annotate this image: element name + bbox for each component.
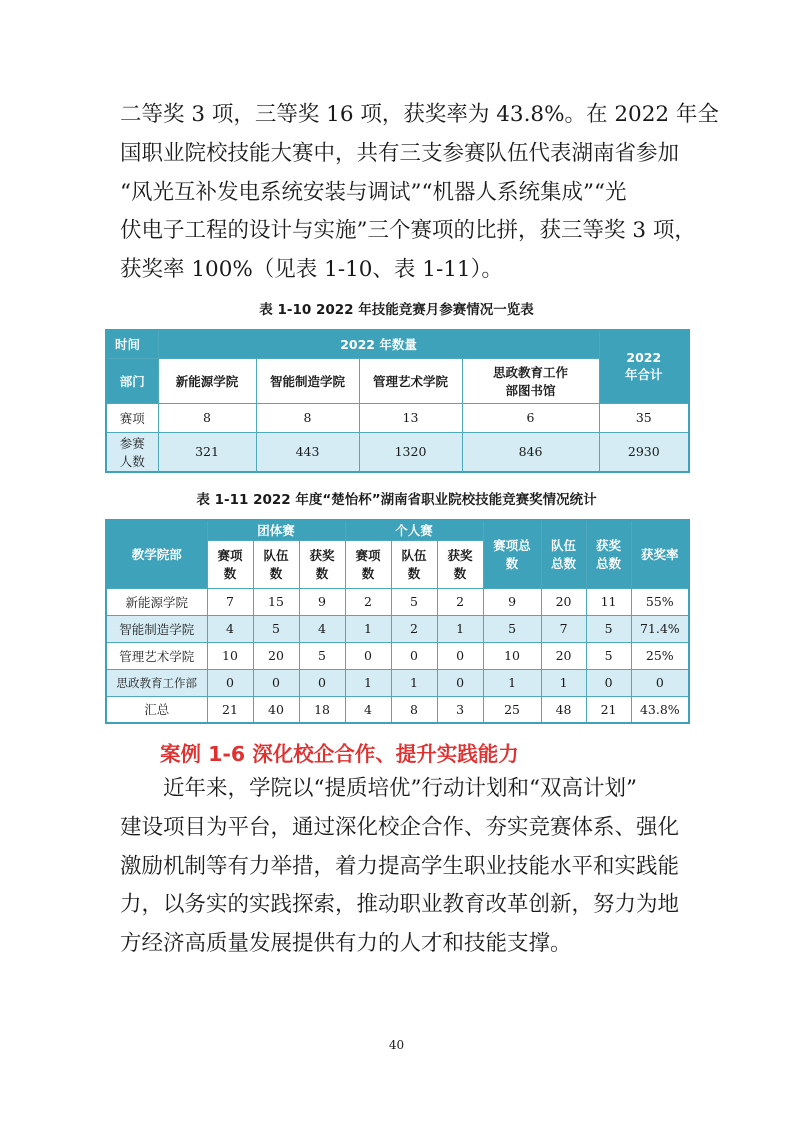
table2-cell: 1: [391, 669, 437, 696]
intro-line: “风光互补发电系统安装与调试”“机器人系统集成”“光: [120, 179, 627, 205]
table2: [105, 519, 690, 724]
table2-cell: 10: [207, 642, 253, 669]
table2-cell: 9: [483, 588, 541, 615]
table2-cell: 0: [253, 669, 299, 696]
table2-cell: 20: [541, 588, 586, 615]
table2-cell: 5: [483, 615, 541, 642]
table2-cell: 4: [207, 615, 253, 642]
table1-cell: 443: [256, 432, 359, 472]
table2-subheader: 获奖数: [299, 540, 345, 588]
table1-header-dept: 部门: [106, 358, 158, 403]
table2-cell: 25%: [631, 642, 689, 669]
table2-cell: 0: [586, 669, 631, 696]
table2-cell: 2: [437, 588, 483, 615]
table2-cell: 4: [299, 615, 345, 642]
table2-cell: 71.4%: [631, 615, 689, 642]
table2-cell: 0: [299, 669, 345, 696]
table-row: [106, 669, 689, 696]
table2-dept: 思政教育工作部: [106, 669, 207, 696]
table2-cell: 5: [391, 588, 437, 615]
table1-dept: 思政教育工作部图书馆: [462, 358, 599, 403]
table1-cell: 8: [256, 403, 359, 432]
table2-cell: 48: [541, 696, 586, 723]
table2-header-total-awards: 获奖总数: [586, 520, 631, 588]
table2-cell: 5: [586, 615, 631, 642]
table1-cell: 2930: [599, 432, 689, 472]
case-paragraph: [120, 770, 680, 964]
table2-subheader: 队伍数: [391, 540, 437, 588]
table1-dept: 智能制造学院: [256, 358, 359, 403]
table2-cell: 0: [391, 642, 437, 669]
table1-row-label: 参赛人数: [106, 432, 158, 472]
table2-cell: 5: [299, 642, 345, 669]
table2-cell: 21: [207, 696, 253, 723]
table2-cell: 0: [345, 642, 391, 669]
intro-line: 国职业院校技能大赛中，共有三支参赛队伍代表湖南省参加: [120, 140, 680, 166]
table1-dept: 新能源学院: [158, 358, 256, 403]
intro-line: 伏电子工程的设计与实施”三个赛项的比拼，获三等奖 3 项，: [120, 218, 696, 244]
table1-cell: 13: [359, 403, 462, 432]
table2-header-team: 团体赛: [207, 520, 345, 540]
table2-cell: 0: [207, 669, 253, 696]
table-row: [106, 696, 689, 723]
table2-header-individual: 个人赛: [345, 520, 483, 540]
table2-cell: 15: [253, 588, 299, 615]
table2-cell: 55%: [631, 588, 689, 615]
table2-cell: 9: [299, 588, 345, 615]
table1-header-year-qty: 2022 年数量: [158, 330, 599, 358]
page-number: 40: [388, 1038, 405, 1052]
table2-cell: 0: [437, 642, 483, 669]
table2-cell: 20: [541, 642, 586, 669]
table2-cell: 7: [541, 615, 586, 642]
table-row: [106, 588, 689, 615]
table2-dept: 汇总: [106, 696, 207, 723]
table2-cell: 40: [253, 696, 299, 723]
table2-subheader: 赛项数: [345, 540, 391, 588]
intro-line: 获奖率 100%（见表 1-10、表 1-11）。: [120, 257, 503, 283]
table2-header-total-teams: 队伍总数: [541, 520, 586, 588]
table2-dept: 新能源学院: [106, 588, 207, 615]
table1-cell: 321: [158, 432, 256, 472]
table2-cell: 21: [586, 696, 631, 723]
table2-cell: 7: [207, 588, 253, 615]
table-row: [106, 432, 689, 472]
table-row: [106, 403, 689, 432]
table2-cell: 0: [437, 669, 483, 696]
table2-cell: 8: [391, 696, 437, 723]
table1-cell: 6: [462, 403, 599, 432]
table2-cell: 20: [253, 642, 299, 669]
table2-dept: 智能制造学院: [106, 615, 207, 642]
case-line: 方经济高质量发展提供有力的人才和技能支撑。: [120, 931, 572, 957]
table1-caption: 表 1-10 2022 年技能竞赛月参赛情况一览表: [259, 302, 534, 318]
table1-cell: 8: [158, 403, 256, 432]
table2-subheader: 获奖数: [437, 540, 483, 588]
table-row: [106, 642, 689, 669]
case-line: 建设项目为平台，通过深化校企合作、夯实竞赛体系、强化: [120, 814, 680, 840]
table2-cell: 1: [541, 669, 586, 696]
table2-subheader: 队伍数: [253, 540, 299, 588]
case-line: 激励机制等有力举措，着力提高学生职业技能水平和实践能: [120, 853, 680, 879]
table1-cell: 846: [462, 432, 599, 472]
case-line: 近年来，学院以“提质培优”行动计划和“双高计划”: [163, 776, 637, 801]
table2-caption: 表 1-11 2022 年度“楚怡杯”湖南省职业院校技能竞赛奖情况统计: [196, 492, 597, 508]
table2-header-rate: 获奖率: [631, 520, 689, 588]
table2-header-total-events: 赛项总数: [483, 520, 541, 588]
table2-cell: 25: [483, 696, 541, 723]
table2-cell: 3: [437, 696, 483, 723]
table2-cell: 1: [345, 615, 391, 642]
intro-line: 二等奖 3 项，三等奖 16 项，获奖率为 43.8%。在 2022 年全: [120, 102, 719, 127]
table2-cell: 10: [483, 642, 541, 669]
table1-header-time: 时间: [106, 330, 158, 358]
table1: [105, 329, 690, 473]
table2-cell: 5: [586, 642, 631, 669]
table2-cell: 2: [345, 588, 391, 615]
table2-cell: 18: [299, 696, 345, 723]
table1-header-total: 2022 年合计: [599, 330, 689, 403]
table2-header-dept: 教学院部: [106, 520, 207, 588]
table2-cell: 4: [345, 696, 391, 723]
table2-cell: 1: [345, 669, 391, 696]
case-title: 案例 1-6 深化校企合作、提升实践能力: [160, 742, 519, 766]
table2-cell: 2: [391, 615, 437, 642]
table2-cell: 5: [253, 615, 299, 642]
table2-cell: 1: [437, 615, 483, 642]
table2-cell: 1: [483, 669, 541, 696]
table2-dept: 管理艺术学院: [106, 642, 207, 669]
table2-subheader: 赛项数: [207, 540, 253, 588]
intro-paragraph: [120, 96, 719, 290]
table2-cell: 43.8%: [631, 696, 689, 723]
table2-cell: 0: [631, 669, 689, 696]
table1-row-label: 赛项: [106, 403, 158, 432]
table-row: [106, 615, 689, 642]
table1-cell: 35: [599, 403, 689, 432]
case-line: 力，以务实的实践探索，推动职业教育改革创新，努力为地: [120, 892, 680, 918]
table1-dept: 管理艺术学院: [359, 358, 462, 403]
table2-cell: 11: [586, 588, 631, 615]
table1-cell: 1320: [359, 432, 462, 472]
